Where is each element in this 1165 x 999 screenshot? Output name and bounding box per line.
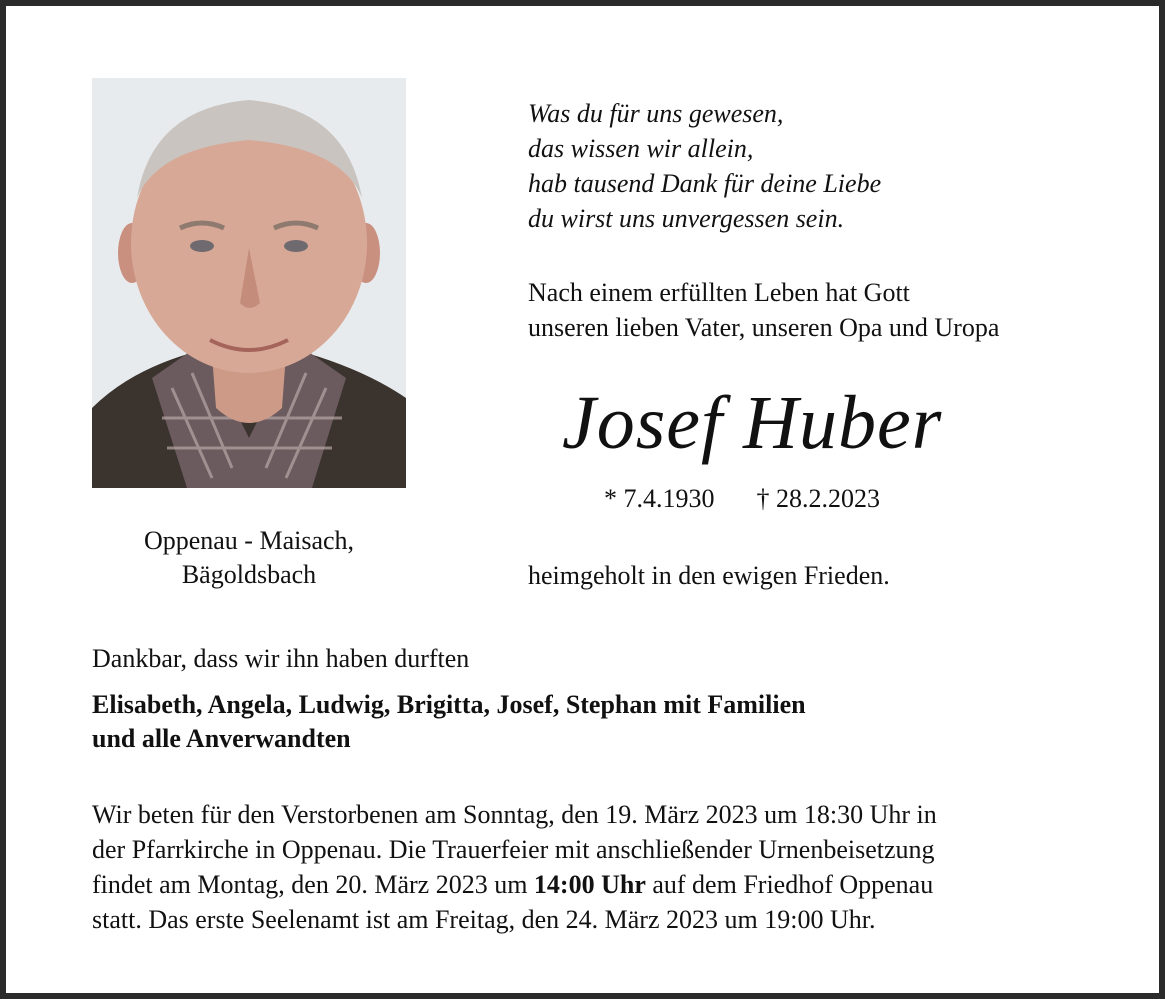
family-line: und alle Anverwandten [92,724,351,753]
death-date: † 28.2.2023 [756,484,880,513]
family-signature [92,688,806,756]
deceased-name: Josef Huber [562,381,943,465]
service-details [92,797,937,937]
poem-line: das wissen wir allein, [528,134,754,163]
peace-line: heimgeholt in den ewigen Frieden. [528,561,890,590]
portrait-photo [92,78,406,488]
place-line: Bägoldsbach [181,560,317,589]
service-text: findet am Montag, den 20. März 2023 um [92,870,534,899]
service-line: der Pfarrkirche in Oppenau. Die Trauerfeier mit anschließender Urnenbeisetzung [92,835,935,864]
intro-line: unseren lieben Vater, unseren Opa und Uropa [528,313,1000,342]
birth-date: * 7.4.1930 [604,484,715,513]
family-line: Elisabeth, Angela, Ludwig, Brigitta, Josef, Stephan mit Familien [92,690,806,719]
service-line: Wir beten für den Verstorbenen am Sonntag, den 19. März 2023 um 18:30 Uhr in [92,800,937,829]
place-line: Oppenau - Maisach, [143,526,355,555]
place-of-residence [92,524,406,592]
life-dates [604,482,880,516]
service-line [92,867,937,902]
announcement-intro [528,275,999,345]
funeral-time: 14:00 Uhr [533,870,646,899]
service-text: auf dem Friedhof Oppenau [645,870,934,899]
poem-line: Was du für uns gewesen, [528,99,784,128]
thanks-line: Dankbar, dass wir ihn haben durften [92,644,470,673]
poem-line: du wirst uns unvergessen sein. [528,204,845,233]
poem-line: hab tausend Dank für deine Liebe [528,169,882,198]
memorial-poem [528,96,881,236]
intro-line: Nach einem erfüllten Leben hat Gott [528,278,910,307]
service-line: statt. Das erste Seelenamt ist am Freitag, den 24. März 2023 um 19:00 Uhr. [92,905,876,934]
